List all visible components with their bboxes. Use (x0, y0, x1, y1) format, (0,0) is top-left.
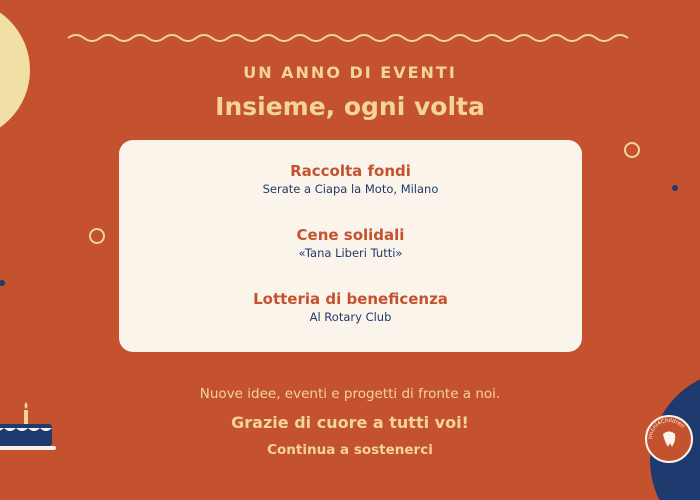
events-card (119, 140, 582, 352)
footer-line-3: Continua a sostenerci (267, 442, 433, 458)
ring-decoration-left (90, 229, 104, 243)
event-title-1: Raccolta fondi (290, 162, 411, 180)
dot-decoration-right (672, 185, 678, 191)
event-subtitle-3: Al Rotary Club (309, 310, 392, 324)
footer-line-2: Grazie di cuore a tutti voi! (231, 413, 469, 432)
logo-badge (644, 414, 694, 464)
logo-text: Imoni4Children (647, 417, 686, 440)
event-subtitle-1: Serate a Ciapa la Moto, Milano (262, 182, 439, 196)
wavy-line-decoration (68, 35, 628, 41)
dot-decoration-left (0, 280, 5, 286)
event-subtitle-2: «Tana Liberi Tutti» (298, 246, 403, 260)
event-title-3: Lotteria di beneficenza (253, 290, 448, 308)
event-title-2: Cene solidali (296, 226, 405, 244)
ring-decoration-right (625, 143, 639, 157)
footer-line-1: Nuove idee, eventi e progetti di fronte a noi. (199, 386, 501, 402)
page-title: Insieme, ogni volta (215, 92, 485, 121)
kicker-heading: UN ANNO DI EVENTI (243, 63, 457, 82)
